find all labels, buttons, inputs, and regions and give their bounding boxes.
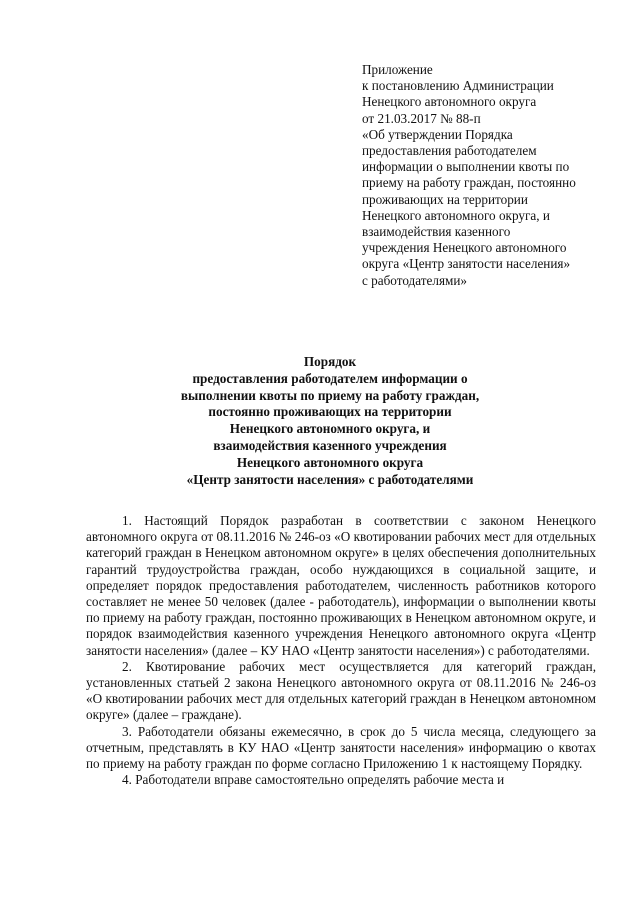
title-line: «Центр занятости населения» с работодателями — [186, 471, 474, 487]
paragraph-3: 3. Работодатели обязаны ежемесячно, в срок до 5 числа месяца, следующего за отчетным, представлять в КУ НАО «Центр занятости населения» информацию о квотах по приему на работу граждан по форме согласно Приложению 1 к настоящему Порядку. — [86, 723, 596, 772]
document-title — [70, 354, 590, 488]
appendix-line: Приложение — [362, 62, 433, 77]
appendix-reference — [362, 62, 624, 289]
appendix-line: с работодателями» — [362, 272, 468, 288]
appendix-line: предоставления работодателем — [362, 143, 537, 159]
paragraph-2: 2. Квотирование рабочих мест осуществляется для категорий граждан, установленных статьей 2 закона Ненецкого автономного округа от 08.11.2016 № 246-оз «О квотировании рабочих мест для отдельных категорий граждан в Ненецком автономном округе» (далее – граждане). — [86, 658, 596, 723]
title-line: Порядок — [303, 354, 357, 369]
appendix-line: приему на работу граждан, постоянно — [362, 175, 576, 191]
appendix-line: проживающих на территории — [362, 191, 528, 207]
paragraph-4: 4. Работодатели вправе самостоятельно определять рабочие места и — [122, 772, 505, 788]
title-line: постоянно проживающих на территории — [208, 404, 452, 420]
appendix-line: учреждения Ненецкого автономного — [362, 240, 567, 256]
appendix-line: к постановлению Администрации — [362, 78, 554, 94]
appendix-line: «Об утверждении Порядка — [362, 126, 513, 142]
appendix-line: округа «Центр занятости населения» — [362, 256, 571, 272]
appendix-line: информации о выполнении квоты по — [362, 159, 570, 175]
title-line: взаимодействия казенного учреждения — [213, 437, 447, 453]
appendix-line: взаимодействия казенного — [362, 224, 511, 240]
appendix-line: от 21.03.2017 № 88-п — [362, 110, 481, 126]
paragraph-1: 1. Настоящий Порядок разработан в соответствии с законом Ненецкого автономного округа от 08.11.2016 № 246-оз «О квотировании рабочих мест для отдельных категорий граждан в Ненецком автономном округе» в целях обеспечения дополнительных гарантий трудоустройства граждан, особо нуждающихся в социальной защите, и определяет порядок предоставления работодателем, численность работников которого составляет не менее 50 человек (далее - работодатель), информации о выполнении квоты по приему на работу граждан, постоянно проживающих в Ненецком автономном округе, и порядок взаимодействия казенного учреждения Ненецкого автономного округа «Центр занятости населения» (далее – КУ НАО «Центр занятости населения») с работодателями. — [86, 513, 596, 658]
title-line: Ненецкого автономного округа, и — [229, 421, 431, 437]
appendix-line: Ненецкого автономного округа — [362, 94, 537, 110]
appendix-line: Ненецкого автономного округа, и — [362, 207, 550, 223]
title-line: предоставления работодателем информации о — [192, 370, 468, 386]
title-line: выполнении квоты по приему на работу граждан, — [180, 387, 480, 403]
document-body — [86, 513, 596, 788]
title-line: Ненецкого автономного округа — [236, 454, 424, 470]
